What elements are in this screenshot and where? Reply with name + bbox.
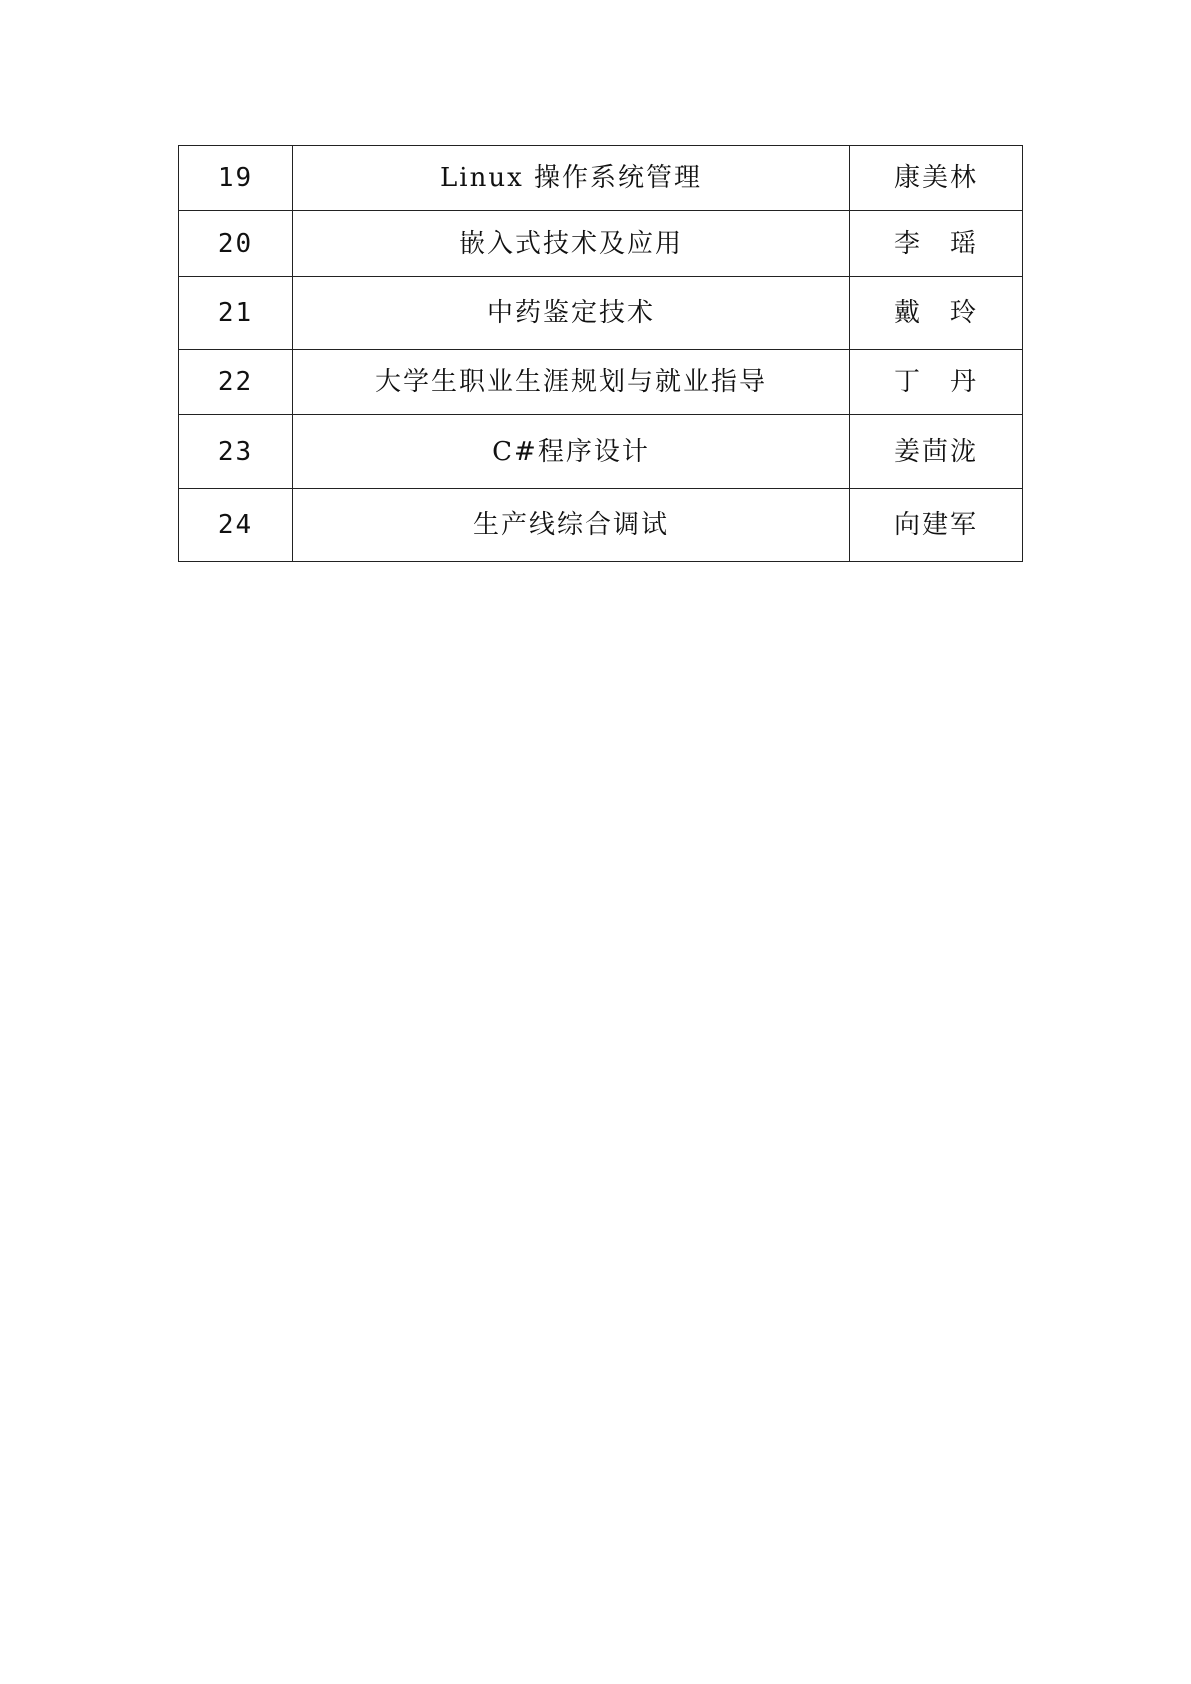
teacher-name: 丁 丹: [850, 350, 1023, 415]
table-row: [179, 489, 1023, 562]
row-number: 22: [179, 350, 293, 415]
row-number: 20: [179, 211, 293, 277]
teacher-name: 姜茴泷: [850, 415, 1023, 489]
teacher-name: 戴 玲: [850, 277, 1023, 350]
course-name: Linux 操作系统管理: [293, 146, 850, 211]
course-name: 中药鉴定技术: [293, 277, 850, 350]
course-name: 生产线综合调试: [293, 489, 850, 562]
row-number: 23: [179, 415, 293, 489]
row-number: 21: [179, 277, 293, 350]
course-name: C#程序设计: [293, 415, 850, 489]
course-name: 嵌入式技术及应用: [293, 211, 850, 277]
teacher-name: 康美林: [850, 146, 1023, 211]
course-name: 大学生职业生涯规划与就业指导: [293, 350, 850, 415]
table-row: [179, 211, 1023, 277]
course-table: [178, 145, 1023, 562]
row-number: 24: [179, 489, 293, 562]
table-row: [179, 277, 1023, 350]
table-row: [179, 350, 1023, 415]
teacher-name: 李 瑶: [850, 211, 1023, 277]
table-row: [179, 146, 1023, 211]
teacher-name: 向建军: [850, 489, 1023, 562]
table-row: [179, 415, 1023, 489]
row-number: 19: [179, 146, 293, 211]
